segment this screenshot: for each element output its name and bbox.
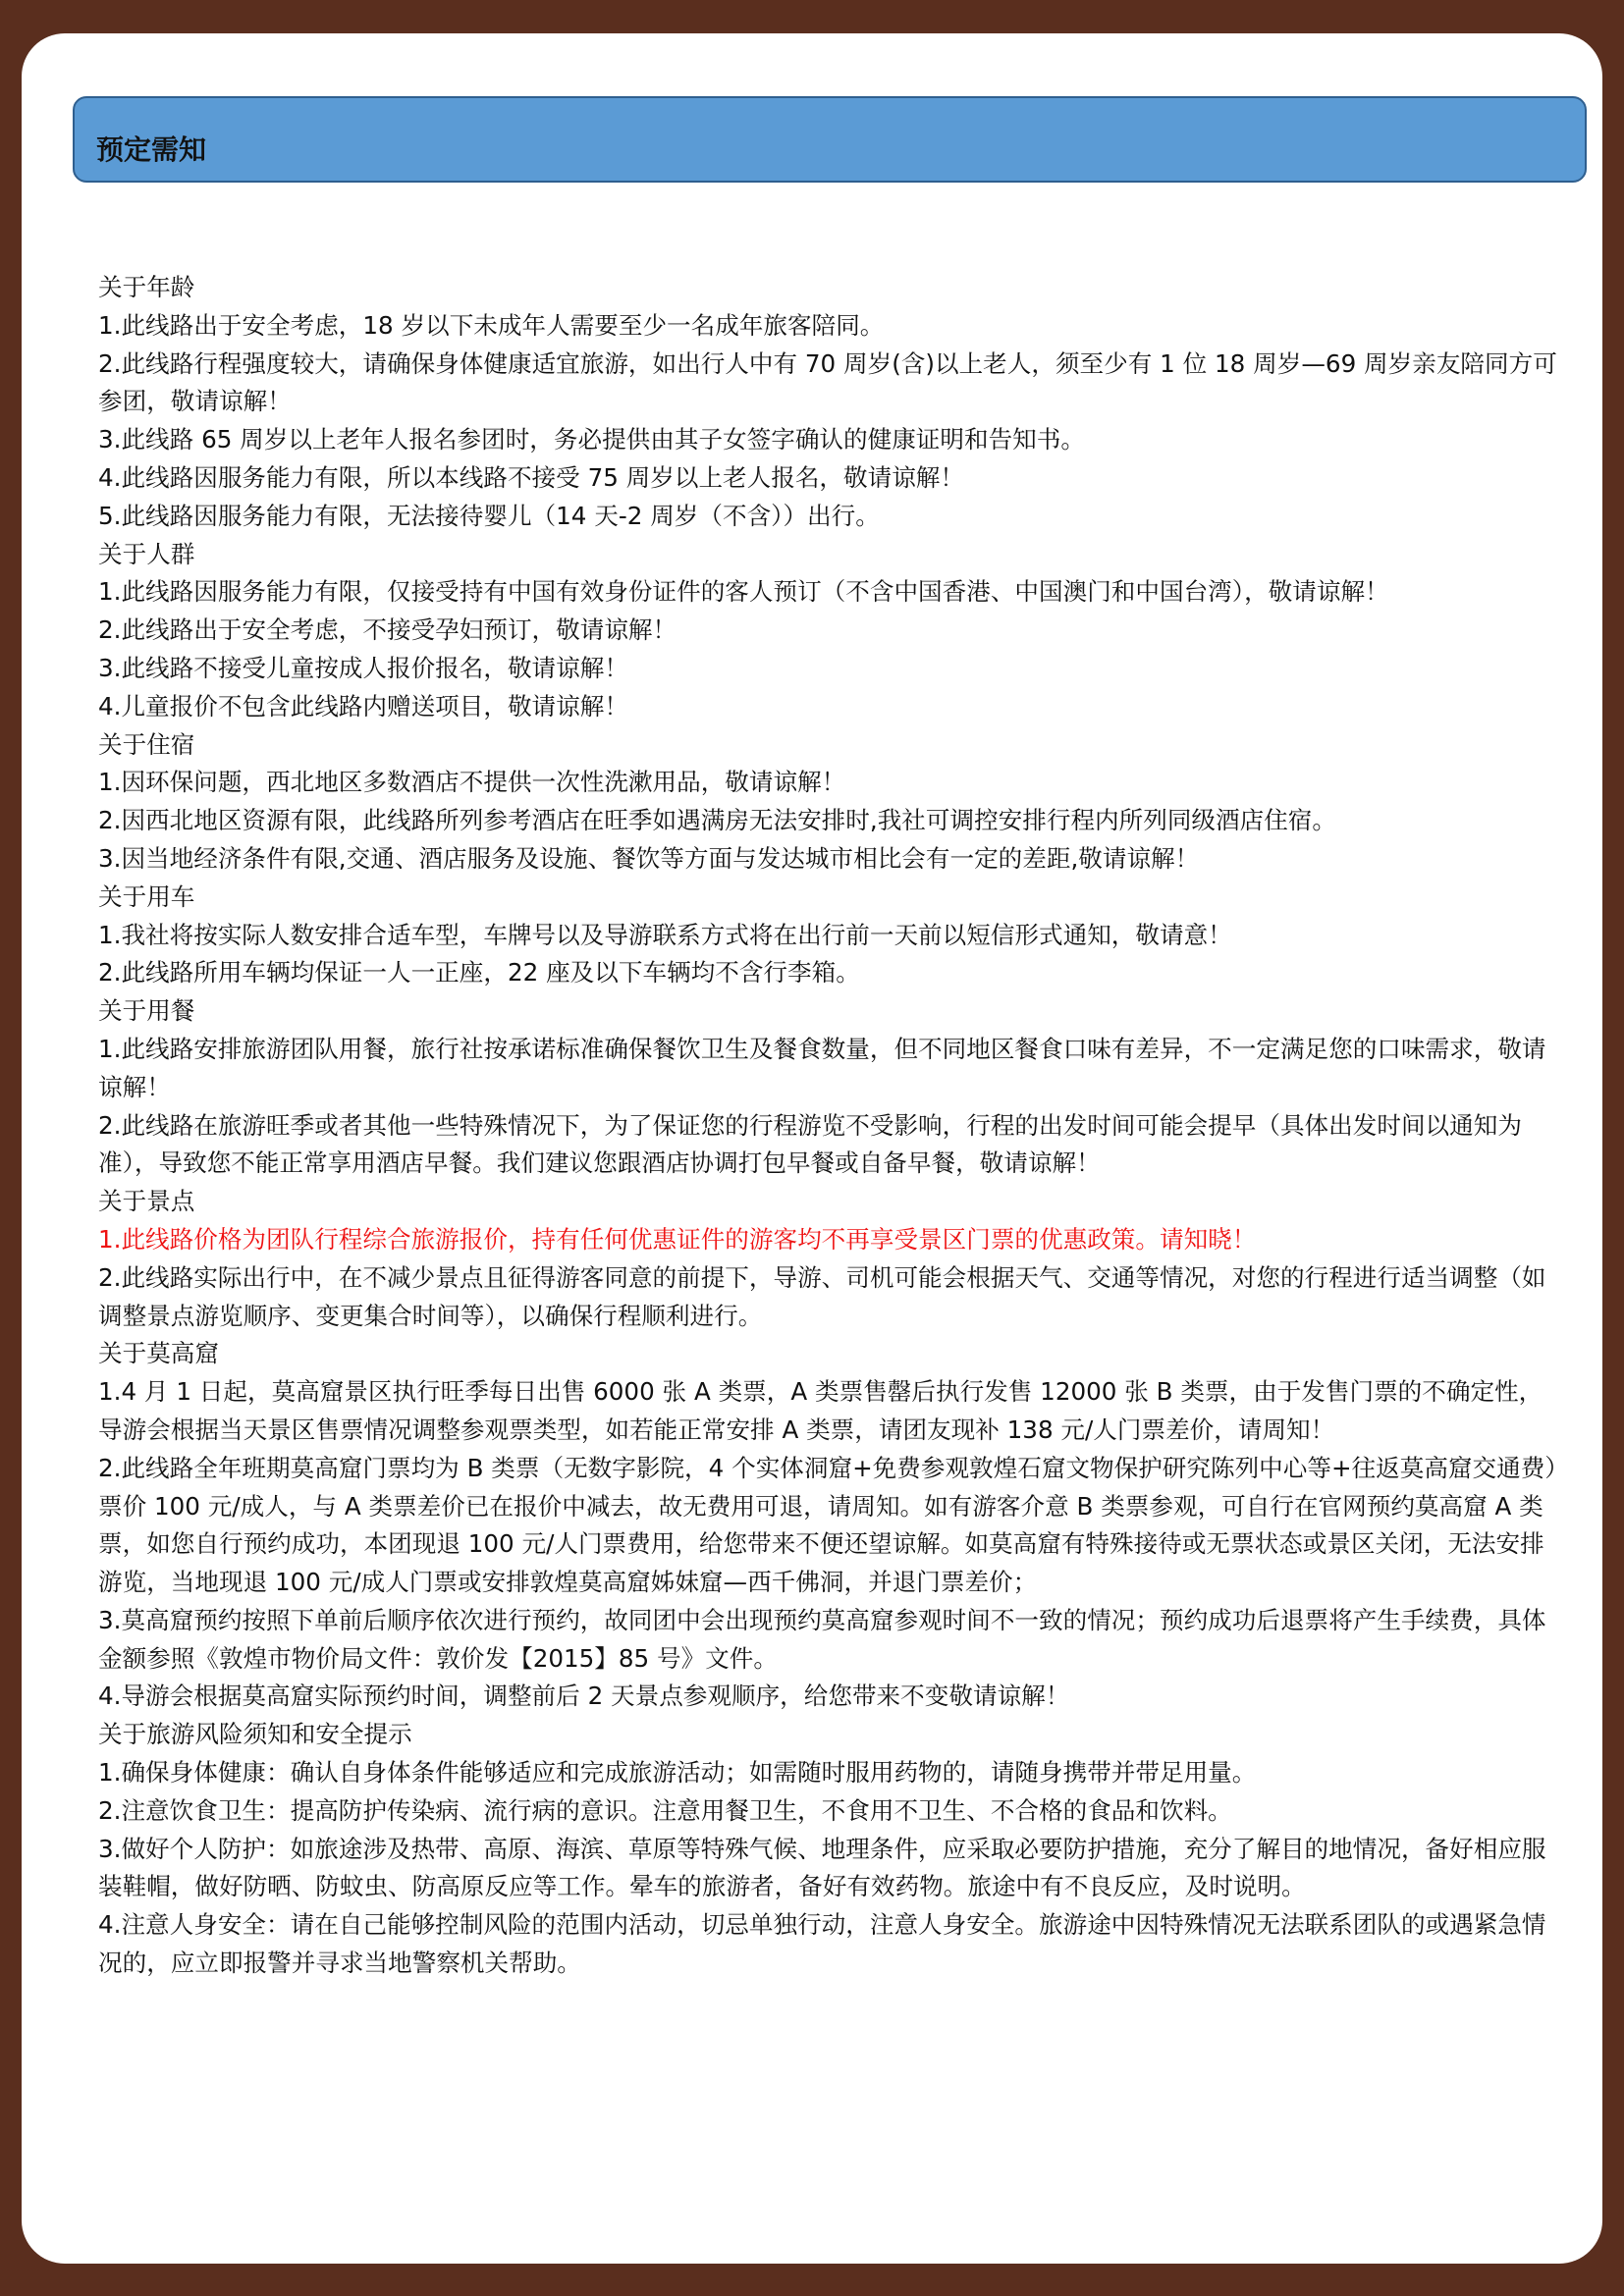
notice-paragraph: 3.此线路不接受儿童按成人报价报名，敬请谅解！ (98, 653, 628, 682)
notice-paragraph: 3.因当地经济条件有限,交通、酒店服务及设施、餐饮等方面与发达城市相比会有一定的差距,敬请谅解！ (98, 843, 1200, 873)
notice-paragraph: 1.此线路安排旅游团队用餐，旅行社按承诺标准确保餐饮卫生及餐食数量，但不同地区餐食口味有差异，不一定满足您的口味需求，敬请谅解！ (98, 1034, 1546, 1101)
notice-paragraph: 2.此线路在旅游旺季或者其他一些特殊情况下，为了保证您的行程游览不受影响，行程的出发时间可能会提早（具体出发时间以通知为准），导致您不能正常享用酒店早餐。我们建议您跟酒店协调打包早餐或自备早餐，敬请谅解！ (98, 1110, 1522, 1178)
notice-paragraph: 1.我社将按实际人数安排合适车型，车牌号以及导游联系方式将在出行前一天前以短信形式通知，敬请意！ (98, 920, 1232, 949)
notice-paragraph: 3.做好个人防护：如旅途涉及热带、高原、海滨、草原等特殊气候、地理条件，应采取必要防护措施，充分了解目的地情况，备好相应服装鞋帽，做好防晒、防蚊虫、防高原反应等工作。晕车的旅游者，备好有效药物。旅途中有不良反应，及时说明。 (98, 1834, 1546, 1901)
notice-paragraph: 关于人群 (98, 539, 195, 568)
notice-paragraph: 3.此线路 65 周岁以上老年人报名参团时，务必提供由其子女签字确认的健康证明和告知书。 (98, 425, 1085, 454)
notice-paragraph: 4.注意人身安全：请在自己能够控制风险的范围内活动，切忌单独行动，注意人身安全。旅游途中因特殊情况无法联系团队的或遇紧急情况的，应立即报警并寻求当地警察机关帮助。 (98, 1910, 1546, 1978)
notice-paragraph: 关于莫高窟 (98, 1339, 219, 1368)
notice-paragraph: 2.因西北地区资源有限，此线路所列参考酒店在旺季如遇满房无法安排时,我社可调控安排行程内所列同级酒店住宿。 (98, 806, 1336, 835)
notice-paragraph: 1.因环保问题，西北地区多数酒店不提供一次性洗漱用品，敬请谅解！ (98, 768, 846, 797)
notice-paragraph: 1.此线路出于安全考虑，18 岁以下未成年人需要至少一名成年旅客陪同。 (98, 310, 885, 340)
notice-paragraph: 2.此线路所用车辆均保证一人一正座，22 座及以下车辆均不含行李箱。 (98, 958, 860, 988)
notice-paragraph: 1.确保身体健康：确认自身体条件能够适应和完成旅游活动；如需随时服用药物的，请随身携带并带足用量。 (98, 1758, 1257, 1788)
document-page (22, 33, 1602, 2264)
notice-paragraph: 关于年龄 (98, 273, 195, 301)
notice-paragraph: 关于住宿 (98, 729, 195, 759)
notice-paragraph: 3.莫高窟预约按照下单前后顺序依次进行预约，故同团中会出现预约莫高窟参观时间不一致的情况；预约成功后退票将产生手续费，具体金额参照《敦煌市物价局文件：敦价发【2015】85 号》文件。 (98, 1605, 1546, 1673)
notice-paragraph: 1.4 月 1 日起，莫高窟景区执行旺季每日出售 6000 张 A 类票，A 类票售罄后执行发售 12000 张 B 类票，由于发售门票的不确定性，导游会根据当天景区售票情况调整参观票类型，如若能正常安排 A 类票，请团友现补 138 元/人门票差价，请周知！ (98, 1377, 1543, 1444)
section-title: 预定需知 (96, 133, 207, 166)
notice-paragraph: 2.此线路全年班期莫高窟门票均为 B 类票（无数字影院，4 个实体洞窟+免费参观敦煌石窟文物保护研究陈列中心等+往返莫高窟交通费）票价 100 元/成人，与 A 类票差价已在报价中减去，故无费用可退，请周知。如有游客介意 B 类票参观，可自行在官网预约莫高窟 A 类票，如您自行预约成功，本团现退 100 元/人门票费用，给您带来不便还望谅解。如莫高窟有特殊接待或无票状态或景区关闭，无法安排游览，当地现退 100 元/成人门票或安排敦煌莫高窟姊妹窟—西千佛洞，并退门票差价； (98, 1453, 1557, 1597)
notice-paragraph: 2.此线路实际出行中，在不减少景点且征得游客同意的前提下，导游、司机可能会根据天气、交通等情况，对您的行程进行适当调整（如调整景点游览顺序、变更集合时间等），以确保行程顺利进行。 (98, 1262, 1546, 1330)
notice-paragraph: 4.此线路因服务能力有限，所以本线路不接受 75 周岁以上老人报名，敬请谅解！ (98, 462, 964, 492)
notice-paragraph: 4.导游会根据莫高窟实际预约时间，调整前后 2 天景点参观顺序，给您带来不变敬请谅解！ (98, 1682, 1070, 1711)
notice-paragraph: 1.此线路因服务能力有限，仅接受持有中国有效身份证件的客人预订（不含中国香港、中国澳门和中国台湾），敬请谅解！ (98, 577, 1389, 607)
notice-paragraph: 2.此线路出于安全考虑，不接受孕妇预订，敬请谅解！ (98, 615, 677, 645)
section-header-bar (73, 96, 1587, 183)
notice-paragraph: 2.注意饮食卫生：提高防护传染病、流行病的意识。注意用餐卫生，不食用不卫生、不合格的食品和饮料。 (98, 1795, 1232, 1825)
notice-paragraph: 2.此线路行程强度较大，请确保身体健康适宜旅游，如出行人中有 70 周岁(含)以上老人，须至少有 1 位 18 周岁—69 周岁亲友陪同方可参团，敬请谅解！ (98, 348, 1557, 416)
notice-paragraph: 关于用餐 (98, 996, 195, 1026)
notice-paragraph: 关于用车 (98, 881, 195, 911)
notice-paragraph: 关于景点 (98, 1187, 195, 1216)
notice-paragraph: 1.此线路价格为团队行程综合旅游报价，持有任何优惠证件的游客均不再享受景区门票的优惠政策。请知晓！ (98, 1224, 1257, 1254)
notice-content (98, 269, 1561, 1983)
notice-paragraph: 4.儿童报价不包含此线路内赠送项目，敬请谅解！ (98, 691, 628, 721)
notice-paragraph: 关于旅游风险须知和安全提示 (98, 1720, 412, 1749)
notice-paragraph: 5.此线路因服务能力有限，无法接待婴儿（14 天-2 周岁（不含））出行。 (98, 501, 880, 530)
